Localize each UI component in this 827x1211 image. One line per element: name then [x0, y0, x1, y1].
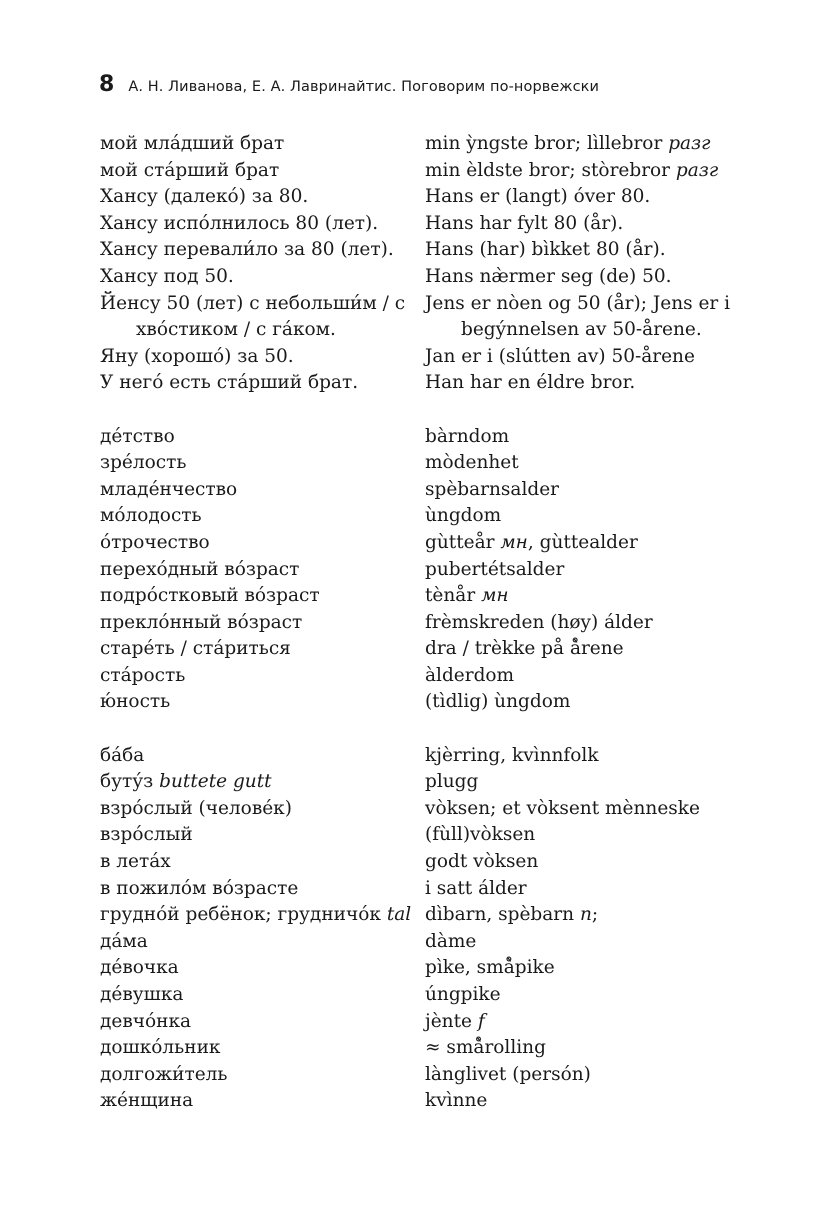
russian-term: [100, 982, 425, 1009]
russian-term-text: мой ста́рший брат: [100, 159, 280, 181]
russian-term: [100, 477, 425, 504]
russian-term-text: грудно́й ребёнок; грудничо́к: [100, 904, 381, 926]
norwegian-term-text: Jens er nòen og 50 (år); Jens er i begýnnelsen av 50-årene.: [425, 292, 731, 341]
russian-term-text: де́тство: [100, 425, 175, 447]
russian-term: [100, 264, 425, 291]
norwegian-term-suffix: ;: [591, 904, 599, 926]
glossary-entry: [100, 211, 760, 238]
russian-note: buttete gutt: [159, 771, 272, 793]
norwegian-term-text: Jan er i (slútten av) 50-årene: [425, 345, 695, 367]
glossary-section: [100, 424, 760, 717]
norwegian-term-text: min ỳngste bror; lìllebror: [425, 133, 663, 154]
russian-term: [100, 849, 425, 876]
russian-term: [100, 610, 425, 637]
glossary-entry: [100, 450, 760, 477]
norwegian-term: [425, 876, 760, 903]
norwegian-term: [425, 158, 760, 185]
norwegian-term: [425, 663, 760, 690]
norwegian-term-text: gùtteår: [425, 531, 495, 553]
russian-term: [100, 955, 425, 982]
glossary-entry: [100, 583, 760, 610]
glossary-entry: [100, 689, 760, 716]
glossary-entry: [100, 1035, 760, 1062]
russian-term: [100, 1035, 425, 1062]
norwegian-term: [425, 237, 760, 264]
russian-term: [100, 237, 425, 264]
glossary-entry: [100, 982, 760, 1009]
glossary-entry: [100, 743, 760, 770]
glossary-entry: [100, 503, 760, 530]
glossary-entry: [100, 636, 760, 663]
russian-term: [100, 344, 425, 371]
glossary-entry: [100, 1088, 760, 1115]
russian-term: [100, 503, 425, 530]
russian-term-text: де́вушка: [100, 984, 184, 1005]
russian-term-text: подро́стковый во́зраст: [100, 585, 320, 607]
norwegian-term-text: Hans er (langt) óver 80.: [425, 186, 651, 208]
russian-term-text: ю́ность: [100, 691, 171, 713]
russian-term-text: мой мла́дший брат: [100, 133, 285, 154]
russian-term-text: старе́ть / ста́риться: [100, 638, 291, 660]
norwegian-term: [425, 211, 760, 238]
russian-term: [100, 424, 425, 451]
norwegian-term-text: godt vòksen: [425, 851, 539, 873]
russian-term-text: зре́лость: [100, 452, 187, 474]
russian-term-text: перехо́дный во́зраст: [100, 558, 300, 580]
norwegian-term-text: mòdenhet: [425, 452, 519, 474]
norwegian-term: [425, 849, 760, 876]
norwegian-term-text: dìbarn, spèbarn: [425, 904, 575, 926]
norwegian-note: f: [477, 1010, 485, 1032]
norwegian-term-text: Hans (har) bìkket 80 (år).: [425, 239, 666, 261]
norwegian-term-text: pìke, små̀pike: [425, 957, 555, 979]
norwegian-term: [425, 530, 760, 557]
russian-term: [100, 1062, 425, 1089]
norwegian-term: [425, 131, 760, 158]
russian-term-text: ба́ба: [100, 744, 145, 766]
glossary-entry: [100, 184, 760, 211]
norwegian-term: [425, 450, 760, 477]
norwegian-term-text: tènår: [425, 585, 476, 607]
russian-term: [100, 557, 425, 584]
glossary-entry: [100, 237, 760, 264]
russian-term-text: буту́з: [100, 771, 154, 793]
russian-term: [100, 689, 425, 716]
glossary-entry: [100, 902, 760, 929]
norwegian-term-text: ùngdom: [425, 505, 502, 527]
norwegian-term-text: àlderdom: [425, 664, 515, 686]
norwegian-term-text: frèmskreden (høy) álder: [425, 611, 653, 633]
norwegian-term: [425, 1088, 760, 1115]
glossary-entry: [100, 158, 760, 185]
norwegian-term-text: jènte: [425, 1010, 472, 1032]
glossary-entry: [100, 796, 760, 823]
russian-term: [100, 131, 425, 158]
russian-term-text: взро́слый: [100, 824, 193, 846]
norwegian-term: [425, 291, 760, 344]
russian-term-text: да́ма: [100, 930, 148, 952]
norwegian-term: [425, 344, 760, 371]
russian-term-text: Хансу (далеко́) за 80.: [100, 186, 309, 208]
glossary-entry: [100, 1062, 760, 1089]
glossary-section: [100, 743, 760, 1115]
russian-note: tal: [386, 904, 412, 926]
glossary-entry: [100, 849, 760, 876]
norwegian-term: [425, 370, 760, 397]
norwegian-term: [425, 503, 760, 530]
norwegian-term-text: úngpike: [425, 984, 501, 1005]
glossary-entry: [100, 344, 760, 371]
russian-term: [100, 1009, 425, 1036]
norwegian-term: [425, 557, 760, 584]
norwegian-note: мн: [500, 531, 528, 553]
russian-term: [100, 743, 425, 770]
norwegian-term-text: kjèrring, kvìnnfolk: [425, 744, 599, 766]
glossary-entry: [100, 876, 760, 903]
russian-term: [100, 1088, 425, 1115]
glossary-entry: [100, 131, 760, 158]
russian-term: [100, 583, 425, 610]
norwegian-term: [425, 610, 760, 637]
glossary-entry: [100, 822, 760, 849]
norwegian-note: мн: [481, 585, 509, 607]
norwegian-term-text: bàrndom: [425, 425, 510, 447]
norwegian-term: [425, 982, 760, 1009]
norwegian-term-text: pubertétsalder: [425, 558, 565, 580]
russian-term: [100, 370, 425, 397]
russian-term-text: девчо́нка: [100, 1010, 192, 1032]
russian-term: [100, 796, 425, 823]
russian-term-text: У него́ есть ста́рший брат.: [100, 372, 359, 394]
russian-term-text: младе́нчество: [100, 478, 238, 500]
russian-term: [100, 769, 425, 796]
russian-term: [100, 158, 425, 185]
norwegian-term: [425, 583, 760, 610]
russian-term-text: взро́слый (челове́к): [100, 797, 292, 819]
russian-term-text: в лета́х: [100, 851, 171, 873]
norwegian-term: [425, 822, 760, 849]
norwegian-term: [425, 689, 760, 716]
russian-term: [100, 450, 425, 477]
glossary-entry: [100, 530, 760, 557]
norwegian-term-text: lànglivet (persón): [425, 1063, 591, 1085]
page-number: 8: [99, 72, 115, 97]
norwegian-term-text: dàme: [425, 930, 477, 952]
norwegian-term: [425, 796, 760, 823]
russian-term-text: ста́рость: [100, 664, 186, 686]
russian-term: [100, 184, 425, 211]
russian-term: [100, 211, 425, 238]
running-head: А. Н. Ливанова, Е. А. Лавринайтис. Поговорим по-норвежски: [128, 79, 600, 95]
russian-term: [100, 876, 425, 903]
norwegian-term: [425, 424, 760, 451]
russian-term-text: мо́лодость: [100, 505, 202, 527]
norwegian-term: [425, 929, 760, 956]
glossary-entry: [100, 955, 760, 982]
norwegian-term-text: Hans har fylt 80 (år).: [425, 212, 624, 234]
norwegian-term-text: ≈ små̀rolling: [425, 1037, 546, 1059]
norwegian-term: [425, 769, 760, 796]
norwegian-term-text: Hans næ̀rmer seg (de) 50.: [425, 265, 672, 287]
russian-term: [100, 663, 425, 690]
glossary-entry: [100, 291, 760, 344]
glossary-entry: [100, 557, 760, 584]
glossary-entry: [100, 663, 760, 690]
russian-term-text: о́трочество: [100, 531, 210, 553]
norwegian-term: [425, 636, 760, 663]
norwegian-term: [425, 184, 760, 211]
glossary-entry: [100, 264, 760, 291]
norwegian-term-text: kvìnne: [425, 1090, 488, 1112]
glossary-entry: [100, 769, 760, 796]
norwegian-term-text: (tìdlig) ùngdom: [425, 691, 571, 713]
russian-term-text: дошко́льник: [100, 1037, 221, 1059]
norwegian-term-text: dra / trèkke på å̀rene: [425, 638, 624, 660]
glossary-section: [100, 131, 760, 397]
russian-term-text: Йенсу 50 (лет) с небольши́м / с хво́стиком / с га́ком.: [100, 292, 406, 341]
russian-term: [100, 636, 425, 663]
norwegian-term-suffix: , gùttealder: [527, 531, 638, 553]
norwegian-term-text: vòksen; et vòksent mènneske: [425, 797, 700, 819]
norwegian-term: [425, 902, 760, 929]
norwegian-term: [425, 743, 760, 770]
russian-term: [100, 902, 425, 929]
russian-term-text: Хансу под 50.: [100, 265, 234, 287]
glossary-entry: [100, 610, 760, 637]
norwegian-note: разг: [668, 133, 711, 154]
norwegian-term: [425, 955, 760, 982]
norwegian-term-text: min èldste bror; stòrebror: [425, 159, 671, 181]
norwegian-term: [425, 1035, 760, 1062]
norwegian-term: [425, 1062, 760, 1089]
page-header: [99, 72, 599, 97]
russian-term: [100, 822, 425, 849]
glossary: [100, 131, 760, 1142]
norwegian-term: [425, 477, 760, 504]
russian-term: [100, 530, 425, 557]
norwegian-term-text: i satt álder: [425, 877, 527, 899]
russian-term-text: же́нщина: [100, 1090, 194, 1112]
norwegian-term-text: spèbarnsalder: [425, 478, 559, 500]
russian-term-text: Яну (хорошо́) за 50.: [100, 345, 294, 367]
russian-term-text: де́вочка: [100, 957, 179, 979]
glossary-entry: [100, 1009, 760, 1036]
russian-term-text: долгожи́тель: [100, 1063, 228, 1085]
norwegian-note: n: [579, 904, 592, 926]
norwegian-note: разг: [675, 159, 719, 181]
norwegian-term: [425, 264, 760, 291]
norwegian-term-text: Han har en éldre bror.: [425, 372, 636, 394]
russian-term-text: Хансу перевали́ло за 80 (лет).: [100, 239, 394, 261]
russian-term-text: в пожило́м во́зрасте: [100, 877, 299, 899]
glossary-entry: [100, 929, 760, 956]
glossary-entry: [100, 477, 760, 504]
norwegian-term: [425, 1009, 760, 1036]
norwegian-term-text: (fùll)vòksen: [425, 824, 536, 846]
russian-term-text: преклóнный во́зраст: [100, 611, 303, 633]
glossary-entry: [100, 370, 760, 397]
russian-term: [100, 929, 425, 956]
norwegian-term-text: plugg: [425, 771, 479, 793]
russian-term-text: Хансу испо́лнилось 80 (лет).: [100, 212, 379, 234]
glossary-entry: [100, 424, 760, 451]
russian-term: [100, 291, 425, 344]
